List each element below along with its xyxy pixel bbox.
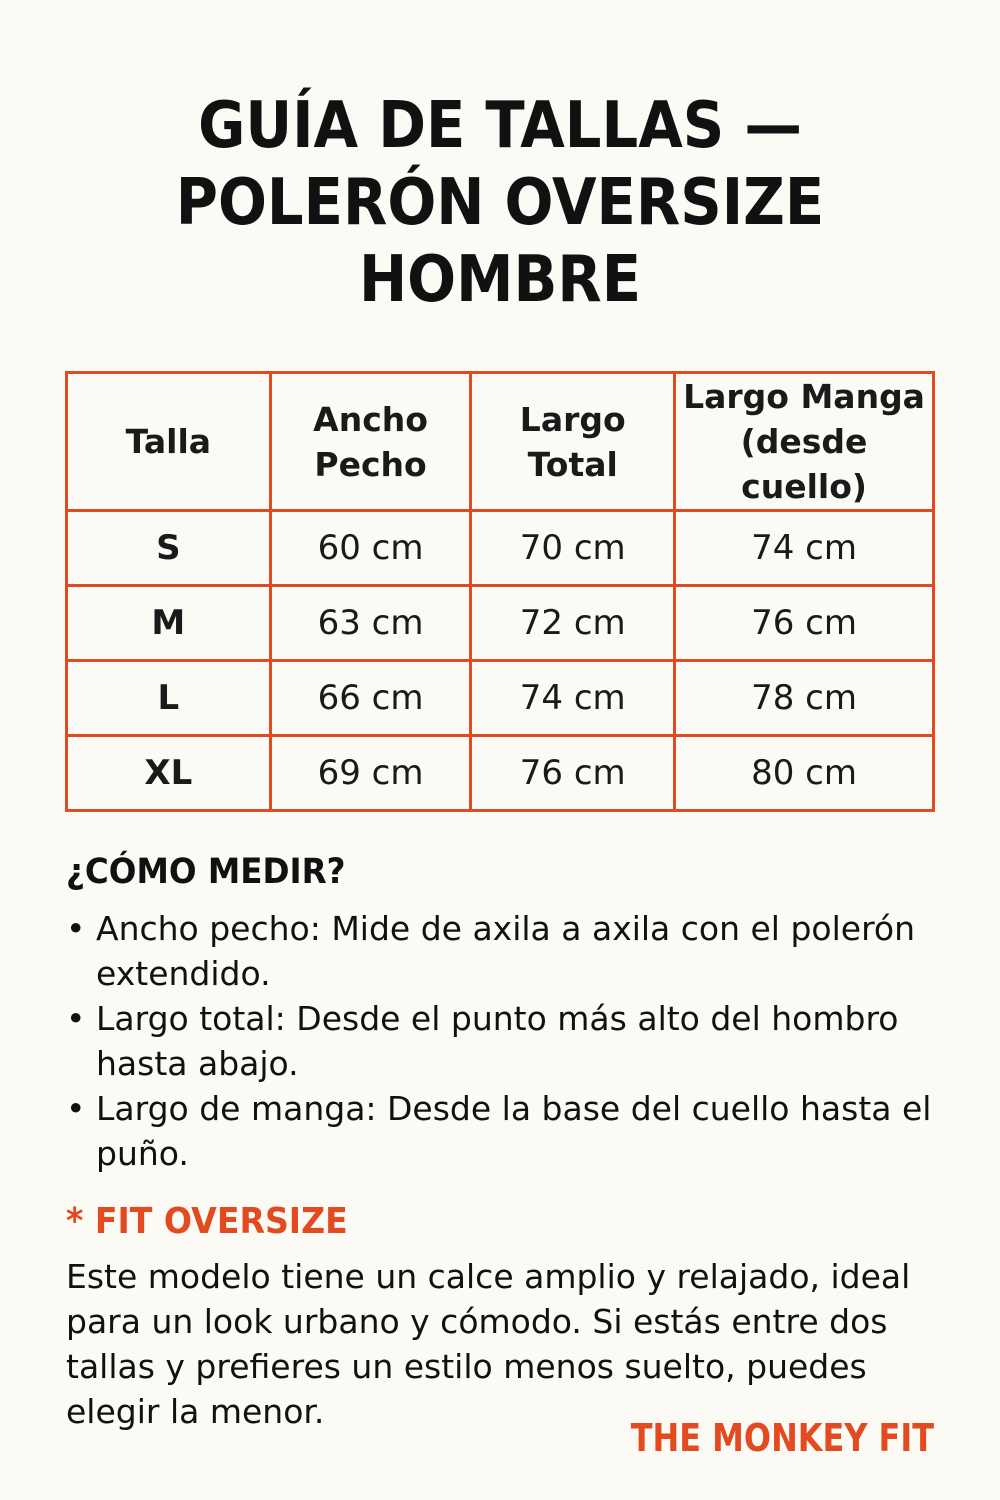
instruction-text: Largo total: Desde el punto más alto del hombro hasta abajo. <box>96 999 899 1083</box>
fit-oversize-heading: * FIT OVERSIZE <box>66 1201 348 1242</box>
list-item <box>66 1086 946 1176</box>
size-cell: XL <box>67 736 271 811</box>
table-header-row <box>67 373 934 511</box>
length-cell: 72 cm <box>471 586 675 661</box>
table-row <box>67 586 934 661</box>
page-title-line-1: GUÍA DE TALLAS — <box>198 89 802 163</box>
sleeve-cell: 78 cm <box>675 661 934 736</box>
sleeve-cell: 80 cm <box>675 736 934 811</box>
length-cell: 70 cm <box>471 511 675 586</box>
header-largo-total-line-1: Largo <box>519 399 626 439</box>
header-largo-manga <box>675 373 934 511</box>
chest-cell: 69 cm <box>270 736 471 811</box>
size-cell: S <box>67 511 271 586</box>
chest-cell: 60 cm <box>270 511 471 586</box>
instruction-text: Ancho pecho: Mide de axila a axila con el polerón extendido. <box>96 909 916 993</box>
page-title-line-3: HOMBRE <box>358 243 642 317</box>
sleeve-cell: 76 cm <box>675 586 934 661</box>
header-largo-total <box>471 373 675 511</box>
brand-logo-text: THE MONKEY FIT <box>630 1416 934 1460</box>
bullet-icon: • <box>66 1089 86 1128</box>
bullet-icon: • <box>66 999 86 1038</box>
page-title <box>50 88 950 319</box>
header-largo-manga-line-2: (desde cuello) <box>740 422 868 506</box>
instruction-text: Largo de manga: Desde la base del cuello hasta el puño. <box>96 1089 932 1173</box>
list-item <box>66 906 946 996</box>
table-row <box>67 736 934 811</box>
table-row <box>67 511 934 586</box>
how-to-measure-heading: ¿CÓMO MEDIR? <box>66 852 346 892</box>
header-largo-total-line-2: Total <box>527 444 618 484</box>
header-largo-manga-line-1: Largo Manga <box>683 377 925 416</box>
header-ancho-pecho-line-1: Ancho <box>313 399 428 439</box>
list-item <box>66 996 946 1086</box>
size-cell: L <box>67 661 271 736</box>
header-ancho-pecho-line-2: Pecho <box>314 444 427 484</box>
header-talla <box>67 373 271 511</box>
size-cell: M <box>67 586 271 661</box>
header-talla-label: Talla <box>125 422 212 461</box>
chest-cell: 63 cm <box>270 586 471 661</box>
header-ancho-pecho <box>270 373 471 511</box>
table-row <box>67 661 934 736</box>
chest-cell: 66 cm <box>270 661 471 736</box>
fit-oversize-description: Este modelo tiene un calce amplio y relajado, ideal para un look urbano y cómodo. Si estás entre dos tallas y prefieres un estilo menos suelto, puedes elegir la menor. <box>66 1257 911 1431</box>
page-title-line-2: POLERÓN OVERSIZE <box>175 166 825 240</box>
size-table <box>65 371 935 812</box>
length-cell: 74 cm <box>471 661 675 736</box>
sleeve-cell: 74 cm <box>675 511 934 586</box>
measure-instructions-list <box>66 906 946 1176</box>
bullet-icon: • <box>66 909 86 948</box>
length-cell: 76 cm <box>471 736 675 811</box>
